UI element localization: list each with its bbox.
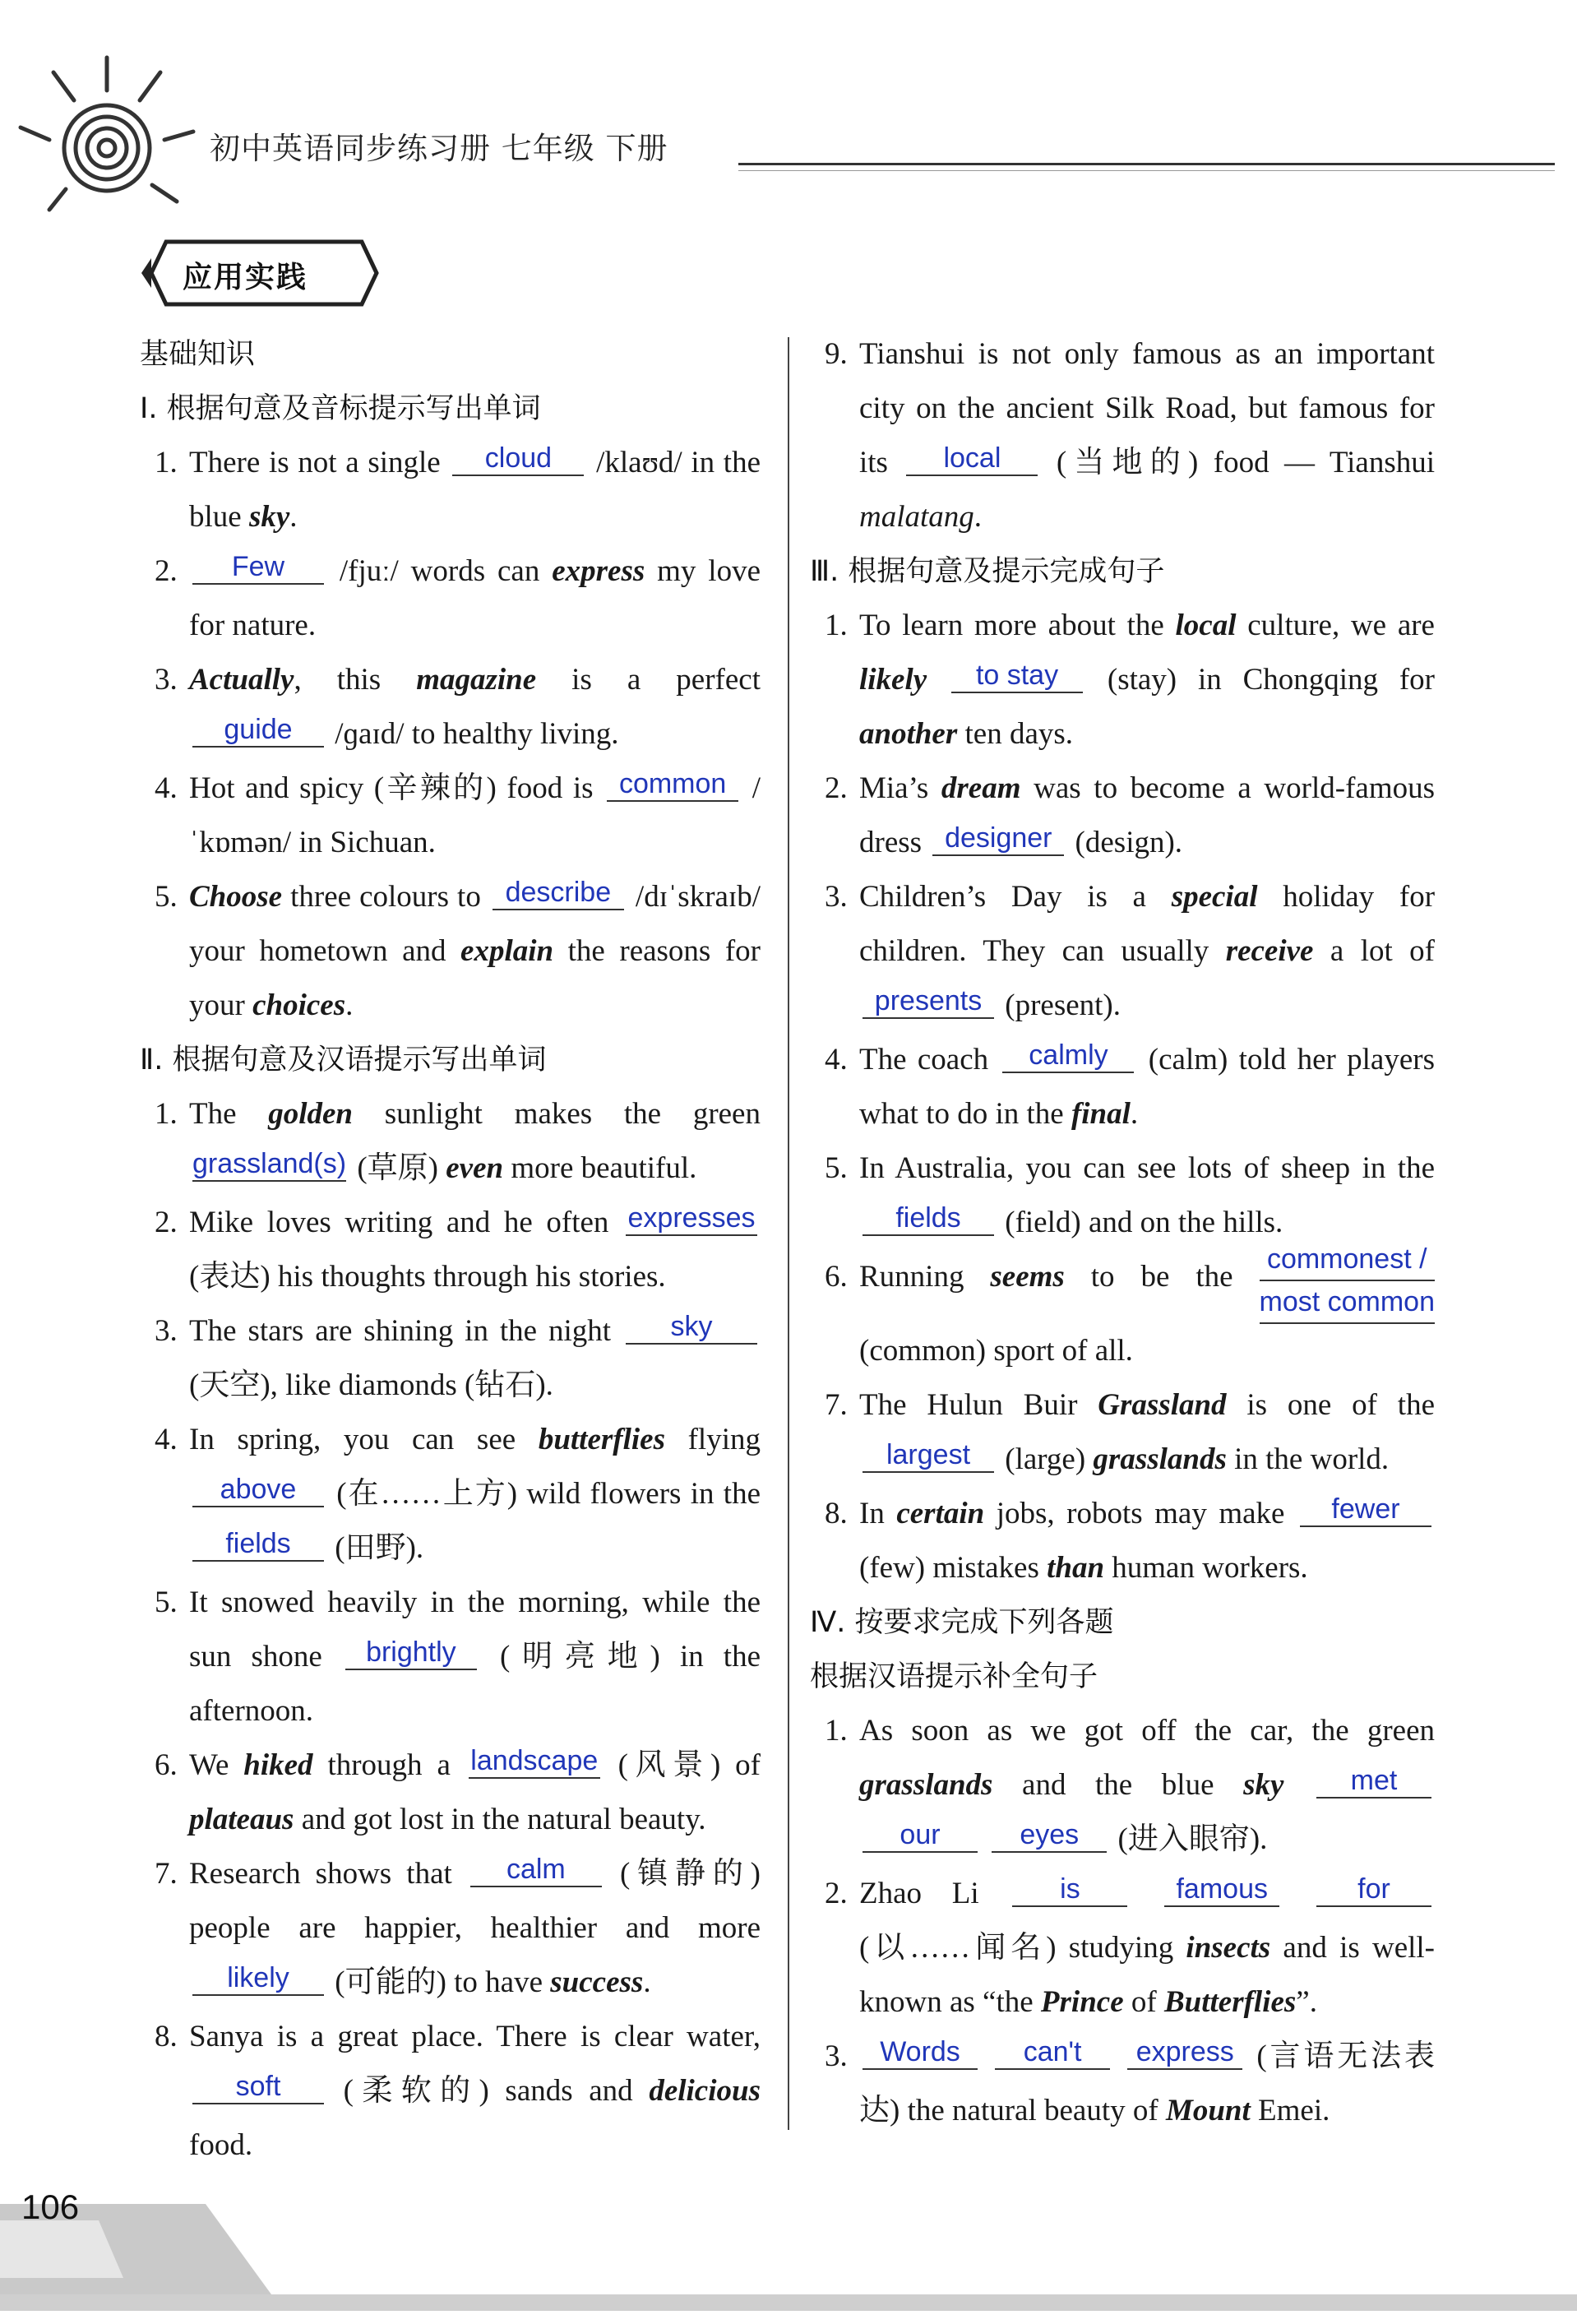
answer-blank[interactable]: to stay: [951, 659, 1083, 693]
header-title: 初中英语同步练习册 七年级 下册: [210, 131, 668, 166]
answer-blank[interactable]: met: [1316, 1764, 1431, 1799]
question-2-5: 5. It snowed heavily in the morning, while the sun shone brightly (明亮地) in the afternoon.: [155, 1586, 761, 1728]
answer-blank[interactable]: describe: [493, 876, 624, 910]
section-3-title: Ⅲ. 根据句意及提示完成句子: [810, 555, 1165, 588]
question-3-8: 8. In certain jobs, robots may make fewer (few) mistakes than human workers.: [810, 1487, 1435, 1595]
answer-blank[interactable]: our: [862, 1818, 978, 1853]
left-column: [140, 327, 761, 2173]
heading-basic-knowledge: 基础知识: [140, 338, 256, 371]
answer-blank[interactable]: Few: [192, 550, 324, 585]
answer-blank[interactable]: presents: [862, 984, 994, 1019]
answer-line-1: commonest /: [1260, 1238, 1436, 1281]
answer-blank[interactable]: largest: [862, 1438, 994, 1473]
answer-blank[interactable]: is: [1012, 1873, 1127, 1907]
answer-blank[interactable]: common: [607, 767, 738, 802]
question-2-4: 4. In spring, you can see butterflies flying above (在……上方) wild flowers in the fields (田野).: [155, 1423, 761, 1565]
section-2-title: Ⅱ. 根据句意及汉语提示写出单词: [140, 1044, 547, 1076]
question-4-1: 1. As soon as we got off the car, the green grasslands and the blue sky met our eyes (进入眼帘).: [825, 1714, 1435, 1856]
column-divider: [788, 337, 789, 2130]
answer-blank[interactable]: designer: [932, 822, 1064, 856]
question-3-7: 7. The Hulun Buir Grassland is one of the largest (large) grasslands in the world.: [825, 1388, 1435, 1476]
answer-blank[interactable]: likely: [192, 1961, 324, 1996]
question-4-2: 2. Zhao Li is famous for (以……闻名) studying insects and is well-known as “the Prince of Butterflies”.: [825, 1873, 1435, 2019]
question-1-4: 4. Hot and spicy (辛辣的) food is common /ˈkɒmən/ in Sichuan.: [155, 768, 761, 859]
answer-blank[interactable]: cloud: [452, 442, 584, 476]
question-4-3: 3. Words can't express (言语无法表达) the natural beauty of Mount Emei.: [825, 2036, 1436, 2127]
section-4-subtitle: 根据汉语提示补全句子: [810, 1660, 1098, 1693]
answer-blank[interactable]: local: [906, 442, 1038, 476]
answer-blank[interactable]: calm: [470, 1853, 602, 1887]
question-3-3: 3. Children’s Day is a special holiday for children. They can usually receive a lot of presents (present).: [825, 880, 1436, 1022]
answer-blank-two-line[interactable]: [1260, 1238, 1436, 1324]
header-rule-thin: [738, 170, 1555, 171]
question-2-9: 9. Tianshui is not only famous as an important city on the ancient Silk Road, but famous for its local (当地的) food — Tianshui malatang.: [825, 337, 1435, 534]
question-3-2: 2. Mia’s dream was to become a world-famous dress designer (design).: [825, 771, 1435, 859]
question-3-5: 5. In Australia, you can see lots of sheep in the fields (field) and on the hills.: [825, 1151, 1435, 1239]
answer-blank[interactable]: eyes: [992, 1818, 1107, 1853]
question-3-4: 4. The coach calmly (calm) told her players what to do in the final.: [825, 1039, 1435, 1131]
answer-blank[interactable]: soft: [192, 2070, 324, 2104]
question-1-5: 5. Choose three colours to describe /dɪˈskraɪb/ your hometown and explain the reasons for your choices.: [155, 877, 761, 1022]
header-rule: [738, 163, 1555, 165]
answer-blank[interactable]: for: [1316, 1873, 1431, 1907]
answer-blank[interactable]: above: [192, 1473, 324, 1507]
answer-blank[interactable]: famous: [1164, 1873, 1279, 1907]
page-number: 106: [21, 2187, 80, 2226]
answer-blank[interactable]: express: [1127, 2035, 1242, 2070]
question-2-7: 7. Research shows that calm (镇静的) people are happier, healthier and more likely (可能的) to have success.: [155, 1854, 761, 1999]
answer-blank[interactable]: calmly: [1002, 1039, 1134, 1073]
footer-decoration: [0, 2171, 1577, 2324]
answer-blank[interactable]: Words: [862, 2035, 978, 2070]
question-1-2: 2. Few /fjuː/ words can express my love for nature.: [155, 551, 761, 642]
section-1-title: Ⅰ. 根据句意及音标提示写出单词: [140, 392, 541, 425]
question-3-1: 1. To learn more about the local culture, we are likely to stay (stay) in Chongqing for another ten days.: [825, 609, 1436, 751]
question-2-2: 2. Mike loves writing and he often expresses (表达) his thoughts through his stories.: [140, 1196, 761, 1304]
answer-blank[interactable]: can't: [995, 2035, 1110, 2070]
answer-blank[interactable]: expresses: [626, 1201, 757, 1236]
answer-blank[interactable]: landscape: [469, 1744, 600, 1779]
right-column: [810, 327, 1435, 2138]
answer-blank[interactable]: fields: [862, 1201, 994, 1236]
question-2-3: 3. The stars are shining in the night sky (天空), like diamonds (钻石).: [140, 1304, 761, 1413]
question-2-8: 8. Sanya is a great place. There is clear water, soft (柔软的) sands and delicious food.: [155, 2020, 761, 2162]
answer-blank[interactable]: fields: [192, 1527, 324, 1562]
sun-logo-icon: [16, 33, 197, 214]
question-2-6: 6. We hiked through a landscape (风景) of plateaus and got lost in the natural beauty.: [155, 1745, 761, 1836]
answer-blank[interactable]: grassland(s): [192, 1147, 346, 1182]
question-1-3: 3. Actually, this magazine is a perfect guide /ɡaɪd/ to healthy living.: [155, 663, 761, 751]
answer-blank[interactable]: brightly: [345, 1636, 477, 1670]
section-banner-label: 应用实践: [183, 261, 308, 294]
section-4-title: Ⅳ. 按要求完成下列各题: [810, 1606, 1114, 1639]
question-1-1: 1. There is not a single cloud /klaʊd/ in the blue sky.: [155, 442, 761, 534]
answer-line-2: most common: [1260, 1281, 1436, 1324]
question-2-1: 1. The golden sunlight makes the green grassland(s) (草原) even more beautiful.: [155, 1097, 761, 1185]
answer-blank[interactable]: guide: [192, 713, 324, 748]
question-3-6: 6. Running seems to be the commonest / most common (common) sport of all.: [810, 1250, 1435, 1378]
answer-blank[interactable]: sky: [626, 1310, 757, 1345]
answer-blank[interactable]: fewer: [1300, 1493, 1431, 1527]
